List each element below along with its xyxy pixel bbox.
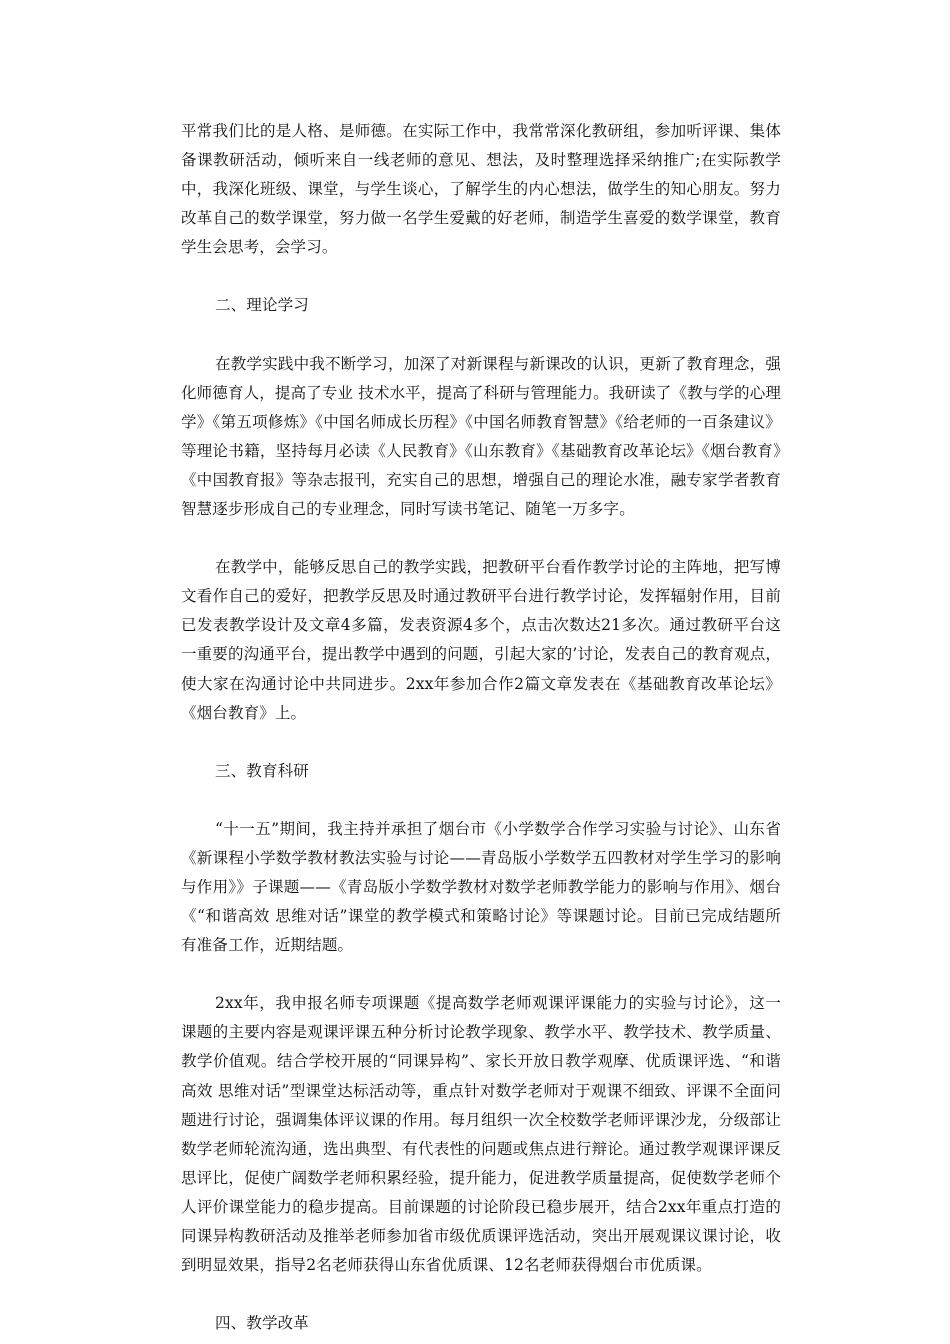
section-heading-theory-study: 二、理论学习: [215, 296, 309, 315]
paragraph-spacer: [181, 1280, 781, 1309]
section-heading-education-research: 三、教育科研: [215, 761, 309, 780]
paragraph-reflection: 在教学中，能够反思自己的教学实践，把教研平台看作教学讨论的主阵地，把写博文看作自己的爱好，把教学反思及时通过教研平台进行教学讨论，发挥辐射作用，目前已发表教学设计及文章4多篇，发表资源4多个，点击次数达21多次。通过教研平台这一重要的沟通平台，提出教学中遇到的问题，引起大家的’讨论，发表自己的教育观点，使大家在沟通讨论中共同进步。2xx年参加合作2篇文章发表在《基础教育改革论坛》《烟台教育》上。: [181, 558, 781, 722]
paragraph-spacer: [181, 262, 781, 291]
paragraph-spacer: [181, 728, 781, 757]
paragraph-spacer: [181, 960, 781, 989]
paragraph-theory-study: 在教学实践中我不断学习，加深了对新课程与新课改的认识，更新了教育理念，强化师德育人，提高了专业 技术水平，提高了科研与管理能力。我研读了《教与学的心理学》《第五项修炼》《中国名师成长历程》《中国名师教育智慧》《给老师的一百条建议》等理论书籍，坚持每月必读《人民教育》《山东教育》《基础教育改革论坛》《烟台教育》《中国教育报》等杂志报刊，充实自己的思想，增强自己的理论水准，融专家学者教育智慧逐步形成自己的专业理念，同时写读书笔记、随笔一万多字。: [181, 354, 781, 519]
paragraph-spacer: [181, 321, 781, 350]
paragraph-research-projects: “十一五”期间，我主持并承担了烟台市《小学数学合作学习实验与讨论》、山东省《新课程小学数学教材教法实验与讨论——青岛版小学数学五四教材对学生学习的影响与作用》》子课题——《青岛版小学数学教材对数学老师教学能力的影响与作用》、烟台《“和谐高效 思维对话”课堂的教学模式和策略讨论》等课题讨论。目前已完成结题所有准备工作，近期结题。: [181, 819, 781, 955]
paragraph-teacher-ethics: 平常我们比的是人格、是师德。在实际工作中，我常常深化教研组，参加听评课、集体备课教研活动，倾听来自一线老师的意见、想法，及时整理选择采纳推广;在实际教学中，我深化班级、课堂，与学生谈心，了解学生的内心想法，做学生的知心朋友。努力改革自己的数学课堂，努力做一名学生爱戴的好老师，制造学生喜爱的数学课堂，教育学生会思考，会学习。: [181, 122, 781, 257]
paragraph-spacer: [181, 786, 781, 815]
paragraph-spacer: [181, 524, 781, 553]
section-heading-teaching-reform: 四、教学改革: [215, 1314, 309, 1333]
paragraph-lesson-observation-project: 2xx年，我申报名师专项课题《提高数学老师观课评课能力的实验与讨论》，这一课题的主要内容是观课评课五种分析讨论教学现象、教学水平、教学技术、教学质量、教学价值观。结合学校开展的“同课异构”、家长开放日教学观摩、优质课评选、“和谐高效 思维对话”型课堂达标活动等，重点针对数学老师对于观课不细致、评课不全面问题进行讨论，强调集体评议课的作用。每月组织一次全校数学老师评课沙龙，分级部让数学老师轮流沟通，选出典型、有代表性的问题或焦点进行辩论。通过教学观课评课反思评比，促使广阔数学老师积累经验，提升能力，促进教学质量提高，促使数学老师个人评价课堂能力的稳步提高。目前课题的讨论阶段已稳步展开，结合2xx年重点打造的同课异构教研活动及推举老师参加省市级优质课评选活动，突出开展观课议课讨论，收到明显效果，指导2名老师获得山东省优质课、12名老师获得烟台市优质课。: [181, 994, 781, 1275]
document-body: [181, 117, 781, 1338]
